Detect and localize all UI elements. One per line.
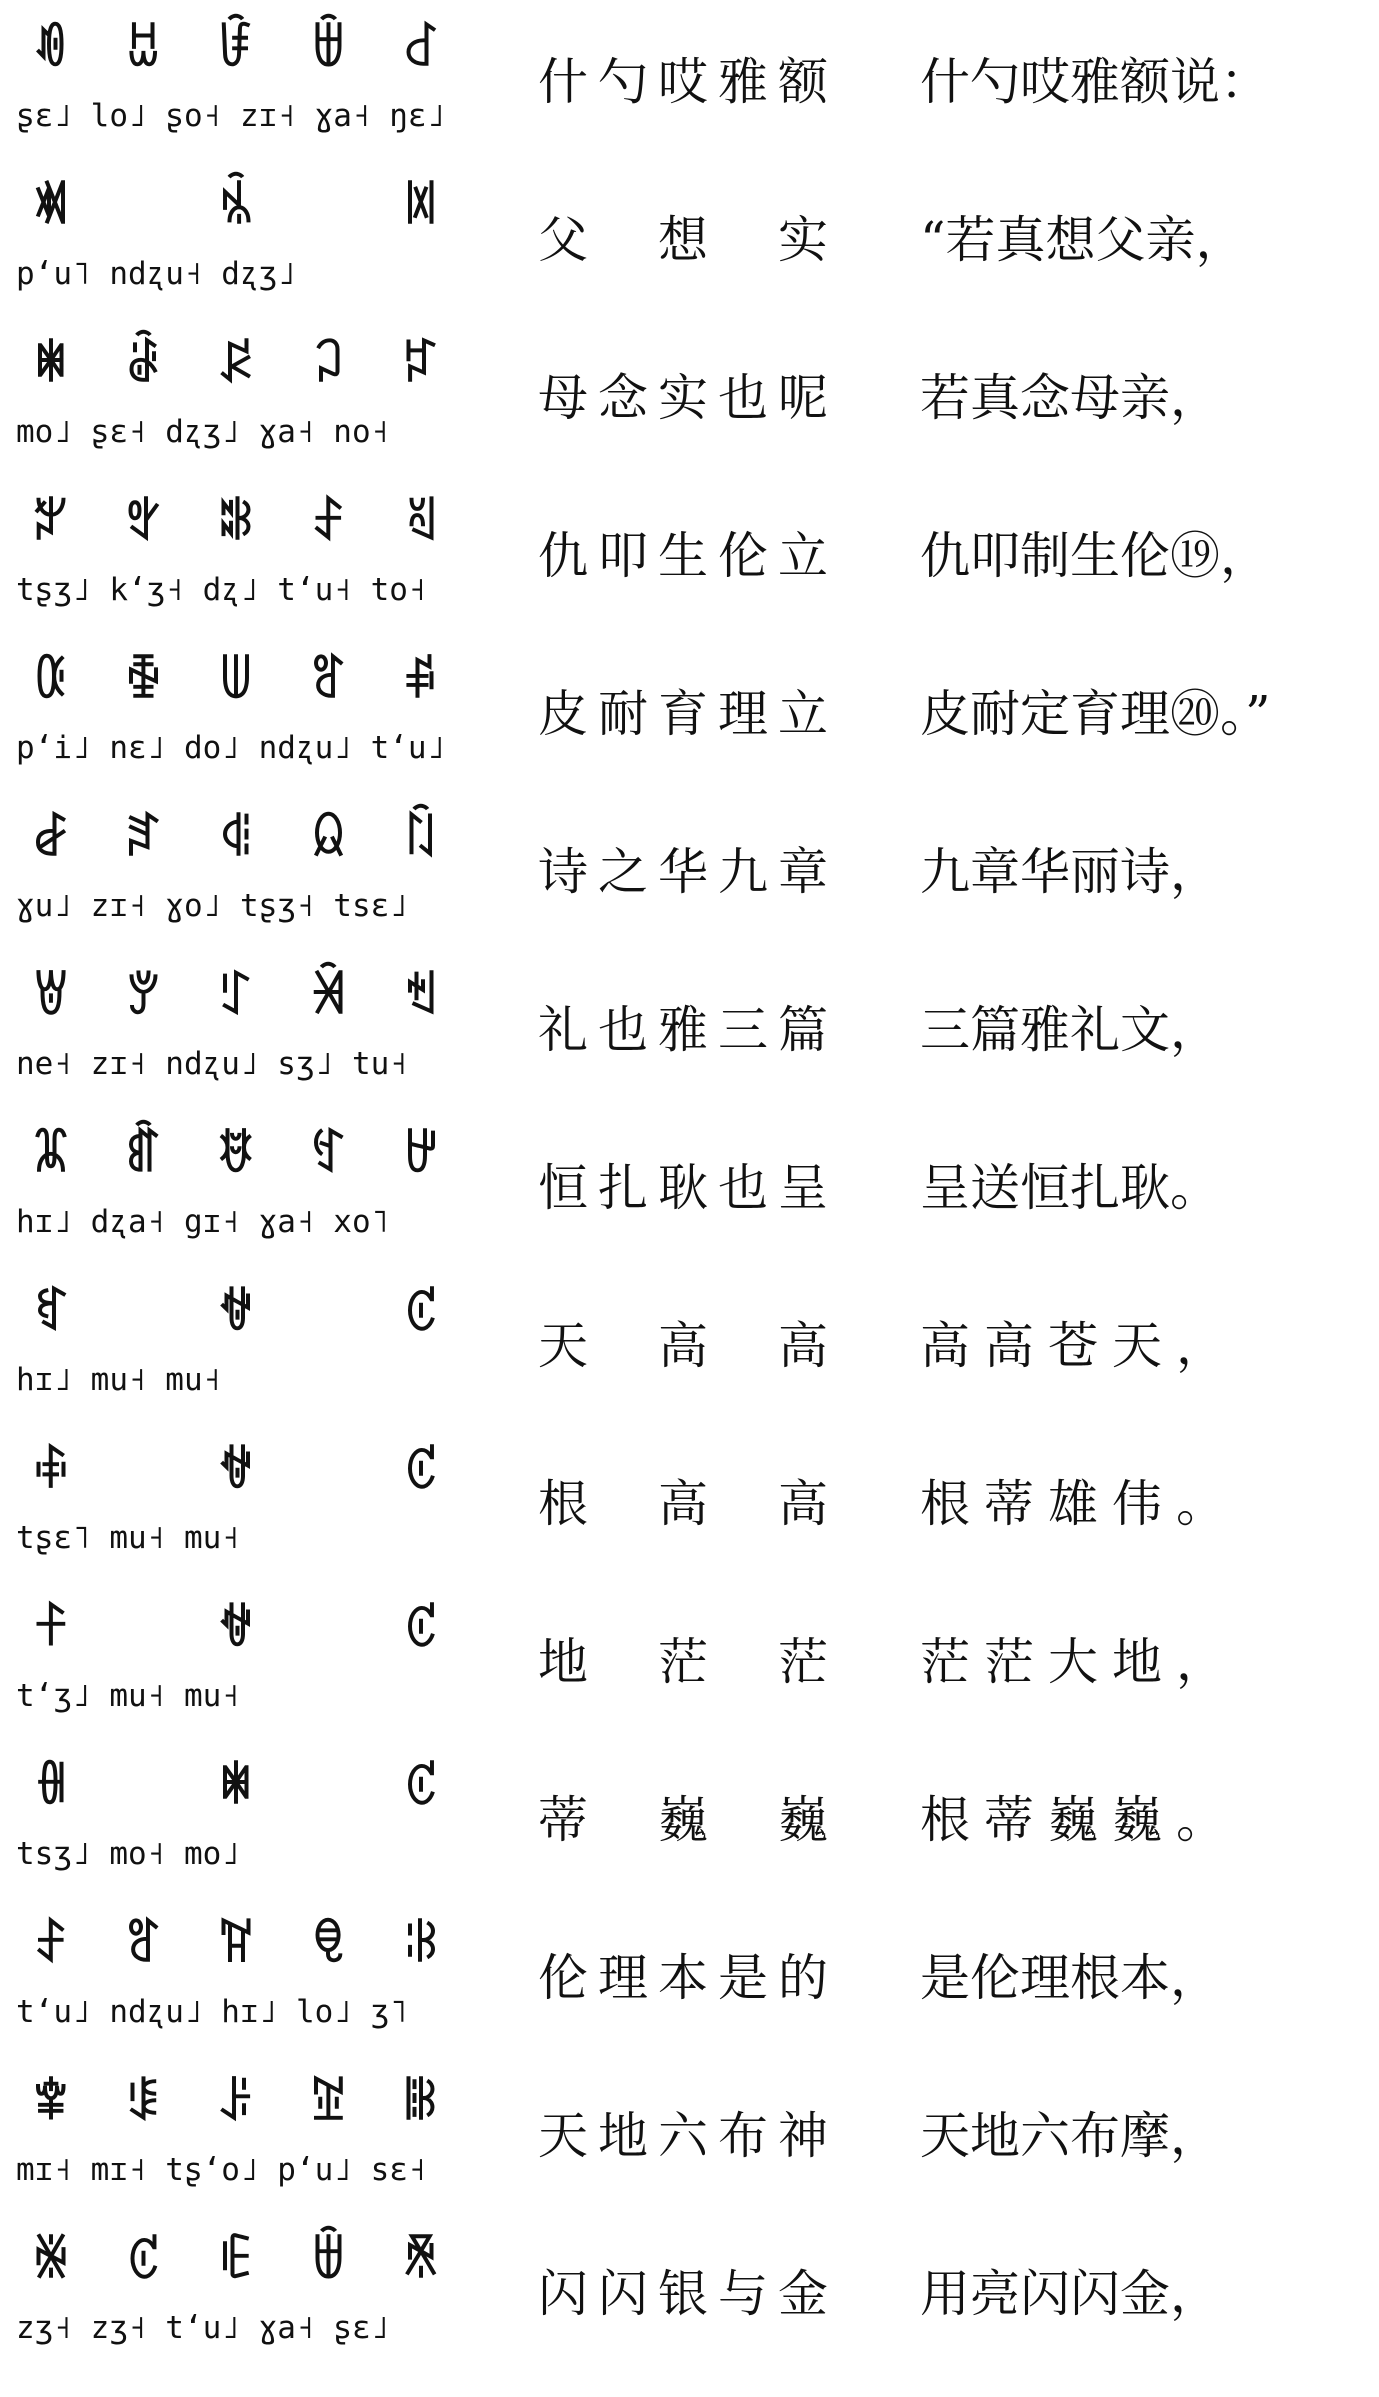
gloss-character: 母 (538, 369, 588, 427)
gloss-character: 也 (598, 1001, 648, 1059)
phonetic-transcription (16, 2146, 456, 2194)
gloss-character: 的 (778, 1949, 828, 2007)
yi-glyph: ꈰ (124, 1127, 163, 1183)
yi-glyph: ꃰ (124, 495, 163, 551)
gloss-character: 耿 (658, 1159, 708, 1217)
yi-glyph: ꁰ (217, 179, 255, 235)
yi-glyph: ꄀ (217, 495, 255, 551)
gloss-character: 根 (538, 1475, 588, 1533)
yi-glyph: ꃀ (309, 337, 348, 393)
gloss-character: 伦 (718, 527, 768, 585)
yi-script-column (16, 316, 456, 474)
translation-text: 根蒂雄伟。 (920, 1475, 1240, 1533)
phonetic-text: zʒ˧ zʒ˧ tʻu˩ ɣa˧ ʂɛ˩ (16, 2310, 390, 2346)
phonetic-text: hɪ˩ dʐa˧ gɪ˧ ɣa˧ xo˥ (16, 1204, 390, 1240)
yi-glyph: ꉠ (402, 1127, 440, 1183)
translation-text: 呈送恒扎耿。 (920, 1159, 1220, 1217)
literal-gloss (538, 986, 828, 1066)
gloss-character: 是 (718, 1949, 768, 2007)
gloss-character: 闪 (538, 2265, 588, 2323)
phonetic-transcription (16, 1356, 456, 1404)
gloss-character: 蒂 (538, 1791, 588, 1849)
literal-gloss (538, 670, 828, 750)
yi-glyph: ꉀ (217, 1127, 255, 1183)
translation-text: 仇叩制生伦⑲， (920, 527, 1270, 585)
free-translation (920, 196, 1370, 276)
yi-glyph: ꅐ (217, 653, 255, 709)
yi-glyph: ꊀ (217, 1443, 255, 1499)
gloss-character: 什 (538, 53, 588, 111)
yi-glyph: ꈀ (309, 969, 348, 1025)
phonetic-transcription (16, 408, 456, 456)
gloss-character: 天 (538, 2107, 588, 2165)
yi-glyph: ꂠ (124, 337, 163, 393)
yi-glyph: ꁐ (402, 21, 440, 77)
yi-script-column (16, 1580, 456, 1738)
phonetic-transcription (16, 1198, 456, 1246)
phonetic-text: mo˩ ʂɛ˧ dʐʒ˩ ɣa˧ no˧ (16, 414, 390, 450)
gloss-character: 雅 (718, 53, 768, 111)
yi-glyph: ꄐ (309, 495, 348, 551)
yi-glyph-group (16, 1120, 456, 1190)
yi-glyph-group (16, 804, 456, 874)
gloss-character: 与 (718, 2265, 768, 2323)
free-translation (920, 1460, 1370, 1540)
yi-script-column (16, 0, 456, 158)
gloss-character: 茫 (778, 1633, 828, 1691)
verse-row (0, 948, 1379, 1106)
gloss-character: 神 (778, 2107, 828, 2165)
gloss-character: 高 (778, 1317, 828, 1375)
yi-glyph: ꂀ (402, 179, 440, 235)
gloss-character: 额 (778, 53, 828, 111)
phonetic-text: tsʒ˩ mo˧ mo˩ (16, 1836, 240, 1872)
gloss-character: 育 (658, 685, 708, 743)
yi-glyph-group (16, 1752, 456, 1822)
yi-glyph-group (16, 2068, 456, 2138)
yi-glyph: ꇠ (124, 969, 163, 1025)
gloss-character: 银 (658, 2265, 708, 2323)
yi-glyph: ꍐ (32, 2233, 70, 2289)
yi-glyph: ꉐ (309, 1127, 348, 1183)
gloss-character: 想 (658, 211, 708, 269)
yi-glyph: ꌠ (217, 2075, 255, 2131)
free-translation (920, 1776, 1370, 1856)
phonetic-transcription (16, 724, 456, 772)
translation-text: 三篇雅礼文， (920, 1001, 1220, 1059)
yi-glyph: ꇰ (217, 969, 255, 1025)
phonetic-transcription (16, 1040, 456, 1088)
free-translation (920, 670, 1370, 750)
yi-glyph: ꃠ (32, 495, 70, 551)
phonetic-text: pʻu˥ ndʐu˧ dʐʒ˩ (16, 256, 296, 292)
yi-script-column (16, 1896, 456, 2054)
yi-script-column (16, 1106, 456, 1264)
gloss-character: 理 (598, 1949, 648, 2007)
verse-row (0, 0, 1379, 158)
literal-gloss (538, 1144, 828, 1224)
yi-glyph: ꀠ (124, 21, 163, 77)
yi-script-column (16, 2054, 456, 2212)
gloss-character: 高 (778, 1475, 828, 1533)
gloss-character: 巍 (658, 1791, 708, 1849)
yi-glyph: ꊐ (402, 1443, 440, 1499)
phonetic-text: tʂʒ˩ kʻʒ˧ dʐ˩ tʻu˧ to˧ (16, 572, 427, 608)
yi-glyph: ꄰ (32, 653, 70, 709)
yi-script-column (16, 2212, 456, 2370)
yi-glyph: ꇐ (32, 969, 70, 1025)
yi-glyph: ꊰ (32, 1601, 70, 1657)
yi-glyph-group (16, 1436, 456, 1506)
gloss-character: 勺 (598, 53, 648, 111)
free-translation (920, 1934, 1370, 2014)
yi-glyph: ꈐ (402, 969, 440, 1025)
gloss-character: 扎 (598, 1159, 648, 1217)
yi-glyph: ꊠ (32, 1443, 70, 1499)
phonetic-text: tʂɛ˥ mu˧ mu˧ (16, 1520, 240, 1556)
yi-glyph: ꌰ (309, 2075, 348, 2131)
yi-glyph-group (16, 330, 456, 400)
gloss-character: 生 (658, 527, 708, 585)
translation-text: “若真想父亲， (920, 211, 1246, 269)
yi-glyph: ꍀ (402, 2075, 440, 2131)
free-translation (920, 1302, 1370, 1382)
yi-glyph: ꂐ (32, 337, 70, 393)
yi-glyph: ꅰ (402, 653, 440, 709)
literal-gloss (538, 2250, 828, 2330)
gloss-character: 父 (538, 211, 588, 269)
phonetic-transcription (16, 1988, 456, 2036)
gloss-character: 理 (718, 685, 768, 743)
phonetic-text: tʻʒ˩ mu˧ mu˧ (16, 1678, 240, 1714)
free-translation (920, 2092, 1370, 2172)
gloss-character: 地 (538, 1633, 588, 1691)
translation-text: 是伦理根本， (920, 1949, 1220, 2007)
gloss-character: 本 (658, 1949, 708, 2007)
yi-glyph-group (16, 2226, 456, 2296)
gloss-character: 也 (718, 369, 768, 427)
gloss-character: 闪 (598, 2265, 648, 2323)
yi-glyph: ꂐ (217, 1759, 255, 1815)
free-translation (920, 2250, 1370, 2330)
verse-row (0, 158, 1379, 316)
literal-gloss (538, 354, 828, 434)
gloss-character: 天 (538, 1317, 588, 1375)
yi-script-column (16, 790, 456, 948)
phonetic-transcription (16, 566, 456, 614)
translation-text: 根蒂巍巍。 (920, 1791, 1240, 1849)
yi-glyph: ꂰ (217, 337, 255, 393)
literal-gloss (538, 828, 828, 908)
yi-script-column (16, 1422, 456, 1580)
gloss-character: 皮 (538, 685, 588, 743)
yi-glyph-group (16, 646, 456, 716)
yi-glyph: ꋐ (217, 1917, 255, 1973)
free-translation (920, 1618, 1370, 1698)
verse-row (0, 1422, 1379, 1580)
yi-glyph: ꅠ (309, 653, 348, 709)
verse-row (0, 2054, 1379, 2212)
gloss-character: 高 (658, 1317, 708, 1375)
yi-script-column (16, 1264, 456, 1422)
literal-gloss (538, 1618, 828, 1698)
verse-row (0, 632, 1379, 790)
free-translation (920, 986, 1370, 1066)
gloss-character: 呈 (778, 1159, 828, 1217)
verse-row (0, 1580, 1379, 1738)
yi-script-column (16, 158, 456, 316)
translation-text: 高高苍天， (920, 1317, 1240, 1375)
yi-glyph: ꊐ (402, 1759, 440, 1815)
phonetic-text: ne˧ zɪ˧ ndʐu˩ sʒ˩ tu˧ (16, 1046, 408, 1082)
yi-glyph-group (16, 488, 456, 558)
gloss-character: 立 (778, 685, 828, 743)
phonetic-text: ɣu˩ zɪ˧ ɣo˩ tʂʒ˧ tsɛ˩ (16, 888, 408, 924)
verse-row (0, 1896, 1379, 2054)
yi-glyph: ꊐ (402, 1601, 440, 1657)
yi-glyph-group (16, 1910, 456, 1980)
gloss-character: 诗 (538, 843, 588, 901)
yi-glyph: ꆰ (309, 811, 348, 867)
yi-glyph-group (16, 962, 456, 1032)
yi-glyph-group (16, 14, 456, 84)
free-translation (920, 354, 1370, 434)
verse-row (0, 790, 1379, 948)
free-translation (920, 38, 1370, 118)
yi-glyph: ꊀ (217, 1601, 255, 1657)
gloss-character: 雅 (658, 1001, 708, 1059)
yi-glyph: ꋰ (402, 1917, 440, 1973)
yi-script-column (16, 474, 456, 632)
yi-glyph-group (16, 172, 456, 242)
verse-row (0, 2212, 1379, 2370)
free-translation (920, 512, 1370, 592)
gloss-character: 仇 (538, 527, 588, 585)
yi-glyph: ꅠ (124, 1917, 163, 1973)
yi-script-column (16, 1738, 456, 1896)
yi-glyph: ꉰ (32, 1285, 70, 1341)
gloss-character: 念 (598, 369, 648, 427)
yi-glyph: ꆠ (217, 811, 255, 867)
phonetic-transcription (16, 2304, 456, 2352)
yi-glyph: ꌐ (124, 2075, 163, 2131)
gloss-character: 耐 (598, 685, 648, 743)
gloss-character: 哎 (658, 53, 708, 111)
phonetic-transcription (16, 250, 456, 298)
translation-text: 什勺哎雅额说： (920, 53, 1270, 111)
translation-text: 用亮闪闪金， (920, 2265, 1220, 2323)
gloss-character: 巍 (778, 1791, 828, 1849)
yi-glyph: ꀰ (217, 21, 255, 77)
gloss-character: 布 (718, 2107, 768, 2165)
gloss-character: 茫 (658, 1633, 708, 1691)
gloss-character: 篇 (778, 1001, 828, 1059)
gloss-character: 实 (778, 211, 828, 269)
translation-text: 茫茫大地， (920, 1633, 1240, 1691)
yi-glyph: ꊐ (402, 1285, 440, 1341)
yi-glyph: ꁀ (309, 21, 348, 77)
gloss-character: 之 (598, 843, 648, 901)
yi-glyph: ꊐ (124, 2233, 163, 2289)
yi-glyph: ꋠ (309, 1917, 348, 1973)
yi-glyph: ꇀ (402, 811, 440, 867)
gloss-character: 章 (778, 843, 828, 901)
phonetic-text: ʂɛ˩ lo˩ ʂo˧ zɪ˧ ɣa˧ ŋɛ˩ (16, 98, 446, 134)
gloss-character: 三 (718, 1001, 768, 1059)
phonetic-text: pʻi˩ nɛ˩ do˩ ndʐu˩ tʻu˩ (16, 730, 446, 766)
yi-glyph-group (16, 1278, 456, 1348)
translation-text: 天地六布摩， (920, 2107, 1220, 2165)
verse-row (0, 1106, 1379, 1264)
phonetic-text: tʻu˩ ndʐu˩ hɪ˩ lo˩ ʒ˥ (16, 1994, 408, 2030)
literal-gloss (538, 196, 828, 276)
yi-glyph: ꆀ (32, 811, 70, 867)
yi-glyph: ꈠ (32, 1127, 70, 1183)
yi-glyph: ꄐ (32, 1917, 70, 1973)
yi-glyph: ꁀ (309, 2233, 348, 2289)
gloss-character: 华 (658, 843, 708, 901)
yi-glyph: ꍰ (402, 2233, 440, 2289)
gloss-character: 伦 (538, 1949, 588, 2007)
gloss-character: 立 (778, 527, 828, 585)
verse-row (0, 316, 1379, 474)
free-translation (920, 828, 1370, 908)
gloss-character: 叩 (598, 527, 648, 585)
yi-glyph: ꀑ (32, 21, 70, 77)
phonetic-transcription (16, 92, 456, 140)
verse-row (0, 474, 1379, 632)
literal-gloss (538, 38, 828, 118)
yi-glyph: ꋀ (32, 1759, 70, 1815)
gloss-character: 地 (598, 2107, 648, 2165)
yi-glyph: ꄠ (402, 495, 440, 551)
gloss-character: 九 (718, 843, 768, 901)
literal-gloss (538, 2092, 828, 2172)
yi-glyph: ꁠ (32, 179, 70, 235)
yi-script-column (16, 948, 456, 1106)
yi-glyph: ꃐ (402, 337, 440, 393)
yi-glyph: ꌀ (32, 2075, 70, 2131)
gloss-character: 礼 (538, 1001, 588, 1059)
translation-text: 皮耐定育理⑳。” (920, 685, 1271, 743)
gloss-character: 恒 (538, 1159, 588, 1217)
gloss-character: 实 (658, 369, 708, 427)
verse-row (0, 1738, 1379, 1896)
yi-script-column (16, 632, 456, 790)
verse-row (0, 1264, 1379, 1422)
phonetic-text: mɪ˧ mɪ˧ tʂʻo˩ pʻu˩ sɛ˧ (16, 2152, 427, 2188)
phonetic-transcription (16, 1830, 456, 1878)
gloss-character: 六 (658, 2107, 708, 2165)
yi-glyph-group (16, 1594, 456, 1664)
gloss-character: 呢 (778, 369, 828, 427)
free-translation (920, 1144, 1370, 1224)
gloss-character: 高 (658, 1475, 708, 1533)
literal-gloss (538, 1934, 828, 2014)
literal-gloss (538, 1776, 828, 1856)
yi-glyph: ꅀ (124, 653, 163, 709)
gloss-character: 也 (718, 1159, 768, 1217)
literal-gloss (538, 512, 828, 592)
yi-glyph: ꍠ (217, 2233, 255, 2289)
yi-glyph: ꊀ (217, 1285, 255, 1341)
literal-gloss (538, 1460, 828, 1540)
gloss-character: 金 (778, 2265, 828, 2323)
yi-glyph: ꆐ (124, 811, 163, 867)
phonetic-transcription (16, 1514, 456, 1562)
phonetic-text: hɪ˩ mu˧ mu˧ (16, 1362, 222, 1398)
literal-gloss (538, 1302, 828, 1382)
phonetic-transcription (16, 1672, 456, 1720)
translation-text: 九章华丽诗， (920, 843, 1220, 901)
translation-text: 若真念母亲， (920, 369, 1220, 427)
phonetic-transcription (16, 882, 456, 930)
